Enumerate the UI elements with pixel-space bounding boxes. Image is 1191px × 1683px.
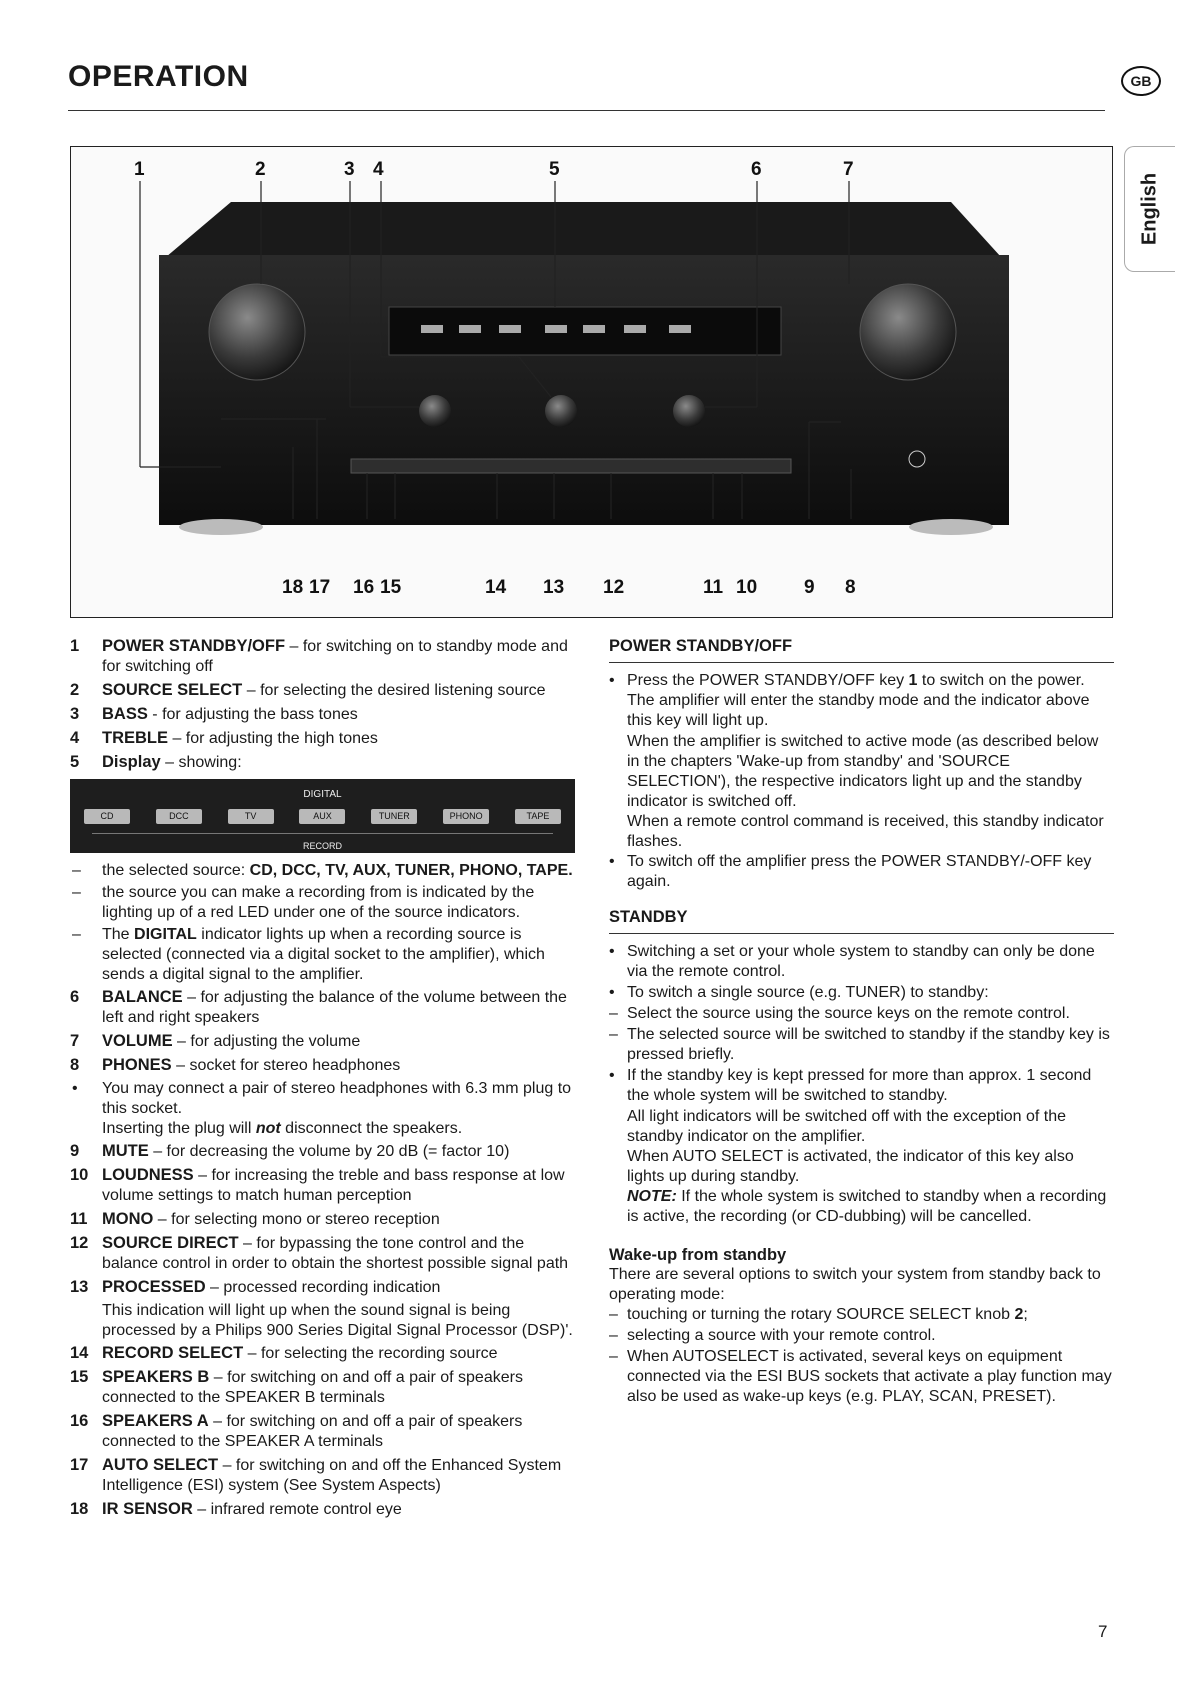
bullet-item: • Switching a set or your whole system to standby can only be done via the remote control.	[609, 943, 1095, 980]
display-note-text: The	[102, 926, 135, 943]
feature-description: – showing:	[160, 754, 242, 771]
bullet-item: • Press the POWER STANDBY/OFF key 1 to switch on the power. The amplifier will enter the standby mode and the indicator above this key will light up.	[609, 672, 1090, 729]
paragraph: When a remote control command is received, this standby indicator flashes.	[627, 813, 1104, 850]
feature-item-13	[70, 1277, 580, 1298]
callout-17: 17	[309, 577, 331, 598]
feature-item-18	[70, 1499, 580, 1520]
language-tab[interactable]	[1124, 146, 1175, 272]
feature-number: 3	[70, 705, 80, 723]
left-column	[70, 636, 580, 1523]
display-note-text: the source you can make a recording from is indicated by the lighting up of a red LED under one of the source indicators.	[102, 884, 535, 921]
balance-knob	[673, 395, 705, 427]
feature-term: POWER STANDBY/OFF	[102, 637, 286, 655]
feature-description: – for switching on and off a pair of speakers connected to the SPEAKER B terminals	[102, 1369, 523, 1406]
display-keys	[84, 809, 561, 824]
display-led-row	[92, 833, 553, 834]
callout-1: 1	[134, 159, 145, 180]
feature-description: – for decreasing the volume by 20 dB (= factor 10)	[148, 1143, 510, 1160]
bass-knob	[419, 395, 451, 427]
feature-description: – for increasing the treble and bass response at low volume settings to match human perception	[102, 1167, 565, 1204]
feature-term: TREBLE	[102, 729, 168, 747]
display-note	[70, 925, 580, 985]
feature-number: 6	[70, 988, 80, 1006]
note-paragraph: NOTE: If the whole system is switched to standby when a recording is active, the recording (or CD-dubbing) will be cancelled.	[627, 1188, 1107, 1225]
subsection-heading-wakeup: Wake-up from standby	[609, 1246, 787, 1264]
dash-mark: –	[72, 926, 81, 943]
callout-6: 6	[751, 159, 762, 180]
display-note-sources: CD, DCC, TV, AUX, TUNER, PHONO, TAPE.	[249, 862, 573, 879]
display-digital-label: DIGITAL	[303, 789, 342, 800]
source-select-knob	[209, 284, 305, 380]
feature-item-10	[70, 1165, 580, 1206]
processed-note: This indication will light up when the sound signal is being processed by a Philips 900 Series Digital Signal Processor (DSP)'.	[102, 1302, 573, 1339]
feature-number: 1	[70, 637, 80, 655]
feature-term: SOURCE SELECT	[102, 681, 243, 699]
dash-item: – The selected source will be switched to standby if the standby key is pressed briefly.	[609, 1026, 1110, 1063]
feature-term: Display	[102, 753, 161, 771]
feature-number: 9	[70, 1142, 80, 1160]
feature-term: AUTO SELECT	[102, 1456, 219, 1474]
header-rule	[68, 110, 1105, 111]
feature-item-17	[70, 1455, 580, 1496]
display-key-phono: PHONO	[443, 809, 489, 824]
display-illustration	[70, 779, 575, 853]
feature-item-12	[70, 1233, 580, 1274]
paragraph: All light indicators will be switched off with the exception of the standby indicator on the amplifier.	[627, 1108, 1067, 1145]
gb-badge: GB	[1121, 66, 1161, 96]
language-tab-label: English	[1138, 172, 1161, 246]
callout-3: 3	[344, 159, 355, 180]
feature-description: – for adjusting the high tones	[168, 730, 378, 747]
display-note-text: indicator lights up when a recording source is selected (connected via a digital socket to the amplifier), which sends a digital signal to the amplifier.	[102, 926, 545, 983]
feature-number: 12	[70, 1234, 89, 1252]
callout-15: 15	[380, 577, 402, 598]
feature-term: RECORD SELECT	[102, 1344, 244, 1362]
display-record-label: RECORD	[302, 841, 342, 851]
front-buttons-row	[351, 459, 791, 473]
feature-description: – for selecting the recording source	[243, 1345, 498, 1362]
feature-description: – for selecting mono or stereo reception	[153, 1211, 440, 1228]
display-note-text: the selected source:	[102, 862, 250, 879]
feature-description: – for adjusting the volume	[172, 1033, 361, 1050]
paragraph: When AUTO SELECT is activated, the indicator of this key also lights up during standby.	[627, 1148, 1074, 1185]
display-key-tv: TV	[228, 809, 274, 824]
feature-description: – for selecting the desired listening source	[242, 682, 546, 699]
dash-item: – When AUTOSELECT is activated, several keys on equipment connected via the ESI BUS sockets that activate a play function may also be used as wake-up keys (e.g. PLAY, SCAN, PRESET).	[609, 1348, 1112, 1405]
callout-2: 2	[255, 159, 266, 180]
dash-mark: –	[72, 884, 81, 901]
feature-item-9	[70, 1141, 580, 1162]
bullet-item: • To switch a single source (e.g. TUNER) to standby:	[609, 984, 989, 1001]
feature-item-8	[70, 1055, 580, 1076]
feature-number: 8	[70, 1056, 80, 1074]
feature-description: – for adjusting the balance of the volume between the left and right speakers	[102, 989, 567, 1026]
feature-description: – socket for stereo headphones	[171, 1057, 401, 1074]
treble-knob	[545, 395, 577, 427]
feature-number: 16	[70, 1412, 89, 1430]
right-column	[609, 636, 1114, 1408]
volume-knob	[860, 284, 956, 380]
feature-term: PHONES	[102, 1056, 172, 1074]
feature-number: 4	[70, 729, 80, 747]
feature-description: – infrared remote control eye	[192, 1501, 402, 1518]
callout-16: 16	[353, 577, 375, 598]
callout-8: 8	[845, 577, 856, 598]
paragraph: When the amplifier is switched to active mode (as described below in the chapters 'Wake-up from standby' and 'SOURCE SELECTION'), the respective indicators light up and the standby indicator is switched off.	[627, 733, 1099, 810]
feature-term: BASS	[102, 705, 148, 723]
feature-item-6	[70, 987, 580, 1028]
feature-item-11	[70, 1209, 580, 1230]
feature-item-2	[70, 680, 580, 701]
bullet-mark: •	[609, 853, 615, 870]
callout-9: 9	[804, 577, 815, 598]
feature-term: MUTE	[102, 1142, 149, 1160]
feature-term: SOURCE DIRECT	[102, 1234, 239, 1252]
dash-item: – selecting a source with your remote control.	[609, 1327, 936, 1344]
feature-item-3	[70, 704, 580, 725]
amplifier-top-panel	[166, 202, 1001, 257]
feature-item-1	[70, 636, 580, 677]
feature-term: PROCESSED	[102, 1278, 206, 1296]
display-note-digital: DIGITAL	[134, 926, 197, 943]
bullet-mark: •	[609, 672, 615, 689]
bullet-mark: •	[72, 1080, 78, 1097]
feature-number: 7	[70, 1032, 80, 1050]
amplifier-foot-right	[909, 519, 993, 535]
phones-note	[70, 1079, 580, 1139]
callout-13: 13	[543, 577, 565, 598]
dash-mark: –	[72, 862, 81, 879]
feature-number: 13	[70, 1278, 89, 1296]
feature-number: 2	[70, 681, 80, 699]
feature-item-16	[70, 1411, 580, 1452]
page-title: OPERATION	[68, 60, 249, 93]
feature-description: - for adjusting the bass tones	[147, 706, 358, 723]
feature-term: IR SENSOR	[102, 1500, 193, 1518]
dash-item: – touching or turning the rotary SOURCE SELECT knob 2;	[609, 1306, 1028, 1323]
callout-18: 18	[282, 577, 304, 598]
feature-number: 14	[70, 1344, 89, 1362]
feature-number: 5	[70, 753, 80, 771]
feature-item-15	[70, 1367, 580, 1408]
amplifier-figure	[70, 146, 1113, 618]
display-note	[70, 883, 580, 923]
bullet-item: • If the standby key is kept pressed for more than approx. 1 second the whole system will be switched to standby.	[609, 1067, 1092, 1104]
phones-note-text: You may connect a pair of stereo headphones with 6.3 mm plug to this socket.	[102, 1080, 572, 1117]
feature-number: 17	[70, 1456, 89, 1474]
feature-number: 18	[70, 1500, 89, 1518]
feature-item-4	[70, 728, 580, 749]
callouts-bottom	[282, 577, 856, 598]
feature-number: 15	[70, 1368, 89, 1386]
callout-5: 5	[549, 159, 560, 180]
callout-11: 11	[703, 577, 724, 598]
callout-12: 12	[603, 577, 625, 598]
section-heading-standby: STANDBY	[609, 907, 1114, 934]
callout-14: 14	[485, 577, 507, 598]
display-key-aux: AUX	[299, 809, 345, 824]
feature-description: – for switching on to standby mode and for switching off	[102, 638, 568, 675]
feature-term: SPEAKERS B	[102, 1368, 210, 1386]
display-key-tape: TAPE	[515, 809, 561, 824]
feature-number: 10	[70, 1166, 89, 1184]
dash-item: – Select the source using the source keys on the remote control.	[609, 1005, 1070, 1022]
bullet-item: • To switch off the amplifier press the POWER STANDBY/-OFF key again.	[609, 853, 1092, 890]
feature-term: LOUDNESS	[102, 1166, 194, 1184]
feature-term: SPEAKERS A	[102, 1412, 209, 1430]
feature-term: BALANCE	[102, 988, 183, 1006]
display-note	[70, 861, 580, 881]
feature-item-7	[70, 1031, 580, 1052]
display-key-cd: CD	[84, 809, 130, 824]
display-key-tuner: TUNER	[371, 809, 417, 824]
amplifier-foot-left	[179, 519, 263, 535]
feature-item-14	[70, 1343, 580, 1364]
feature-description: – processed recording indication	[205, 1279, 441, 1296]
feature-term: MONO	[102, 1210, 154, 1228]
callouts-top	[134, 159, 854, 180]
feature-number: 11	[70, 1210, 88, 1228]
feature-description: – for switching on and off the Enhanced System Intelligence (ESI) system (See System Aspects)	[102, 1457, 562, 1494]
phones-note-text: Inserting the plug will not disconnect the speakers.	[102, 1120, 463, 1137]
feature-description: – for bypassing the tone control and the balance control in order to obtain the shortest possible signal path	[102, 1235, 569, 1272]
display-key-dcc: DCC	[156, 809, 202, 824]
page-number: 7	[1098, 1622, 1108, 1641]
feature-term: VOLUME	[102, 1032, 173, 1050]
paragraph: There are several options to switch your system from standby back to operating mode:	[609, 1266, 1101, 1303]
feature-item-5	[70, 752, 580, 773]
callout-7: 7	[843, 159, 854, 180]
section-heading-power: POWER STANDBY/OFF	[609, 636, 1114, 663]
amplifier-illustration	[71, 147, 1112, 617]
callout-4: 4	[373, 159, 384, 180]
feature-description: – for switching on and off a pair of speakers connected to the SPEAKER A terminals	[102, 1413, 523, 1450]
callout-10: 10	[736, 577, 758, 598]
